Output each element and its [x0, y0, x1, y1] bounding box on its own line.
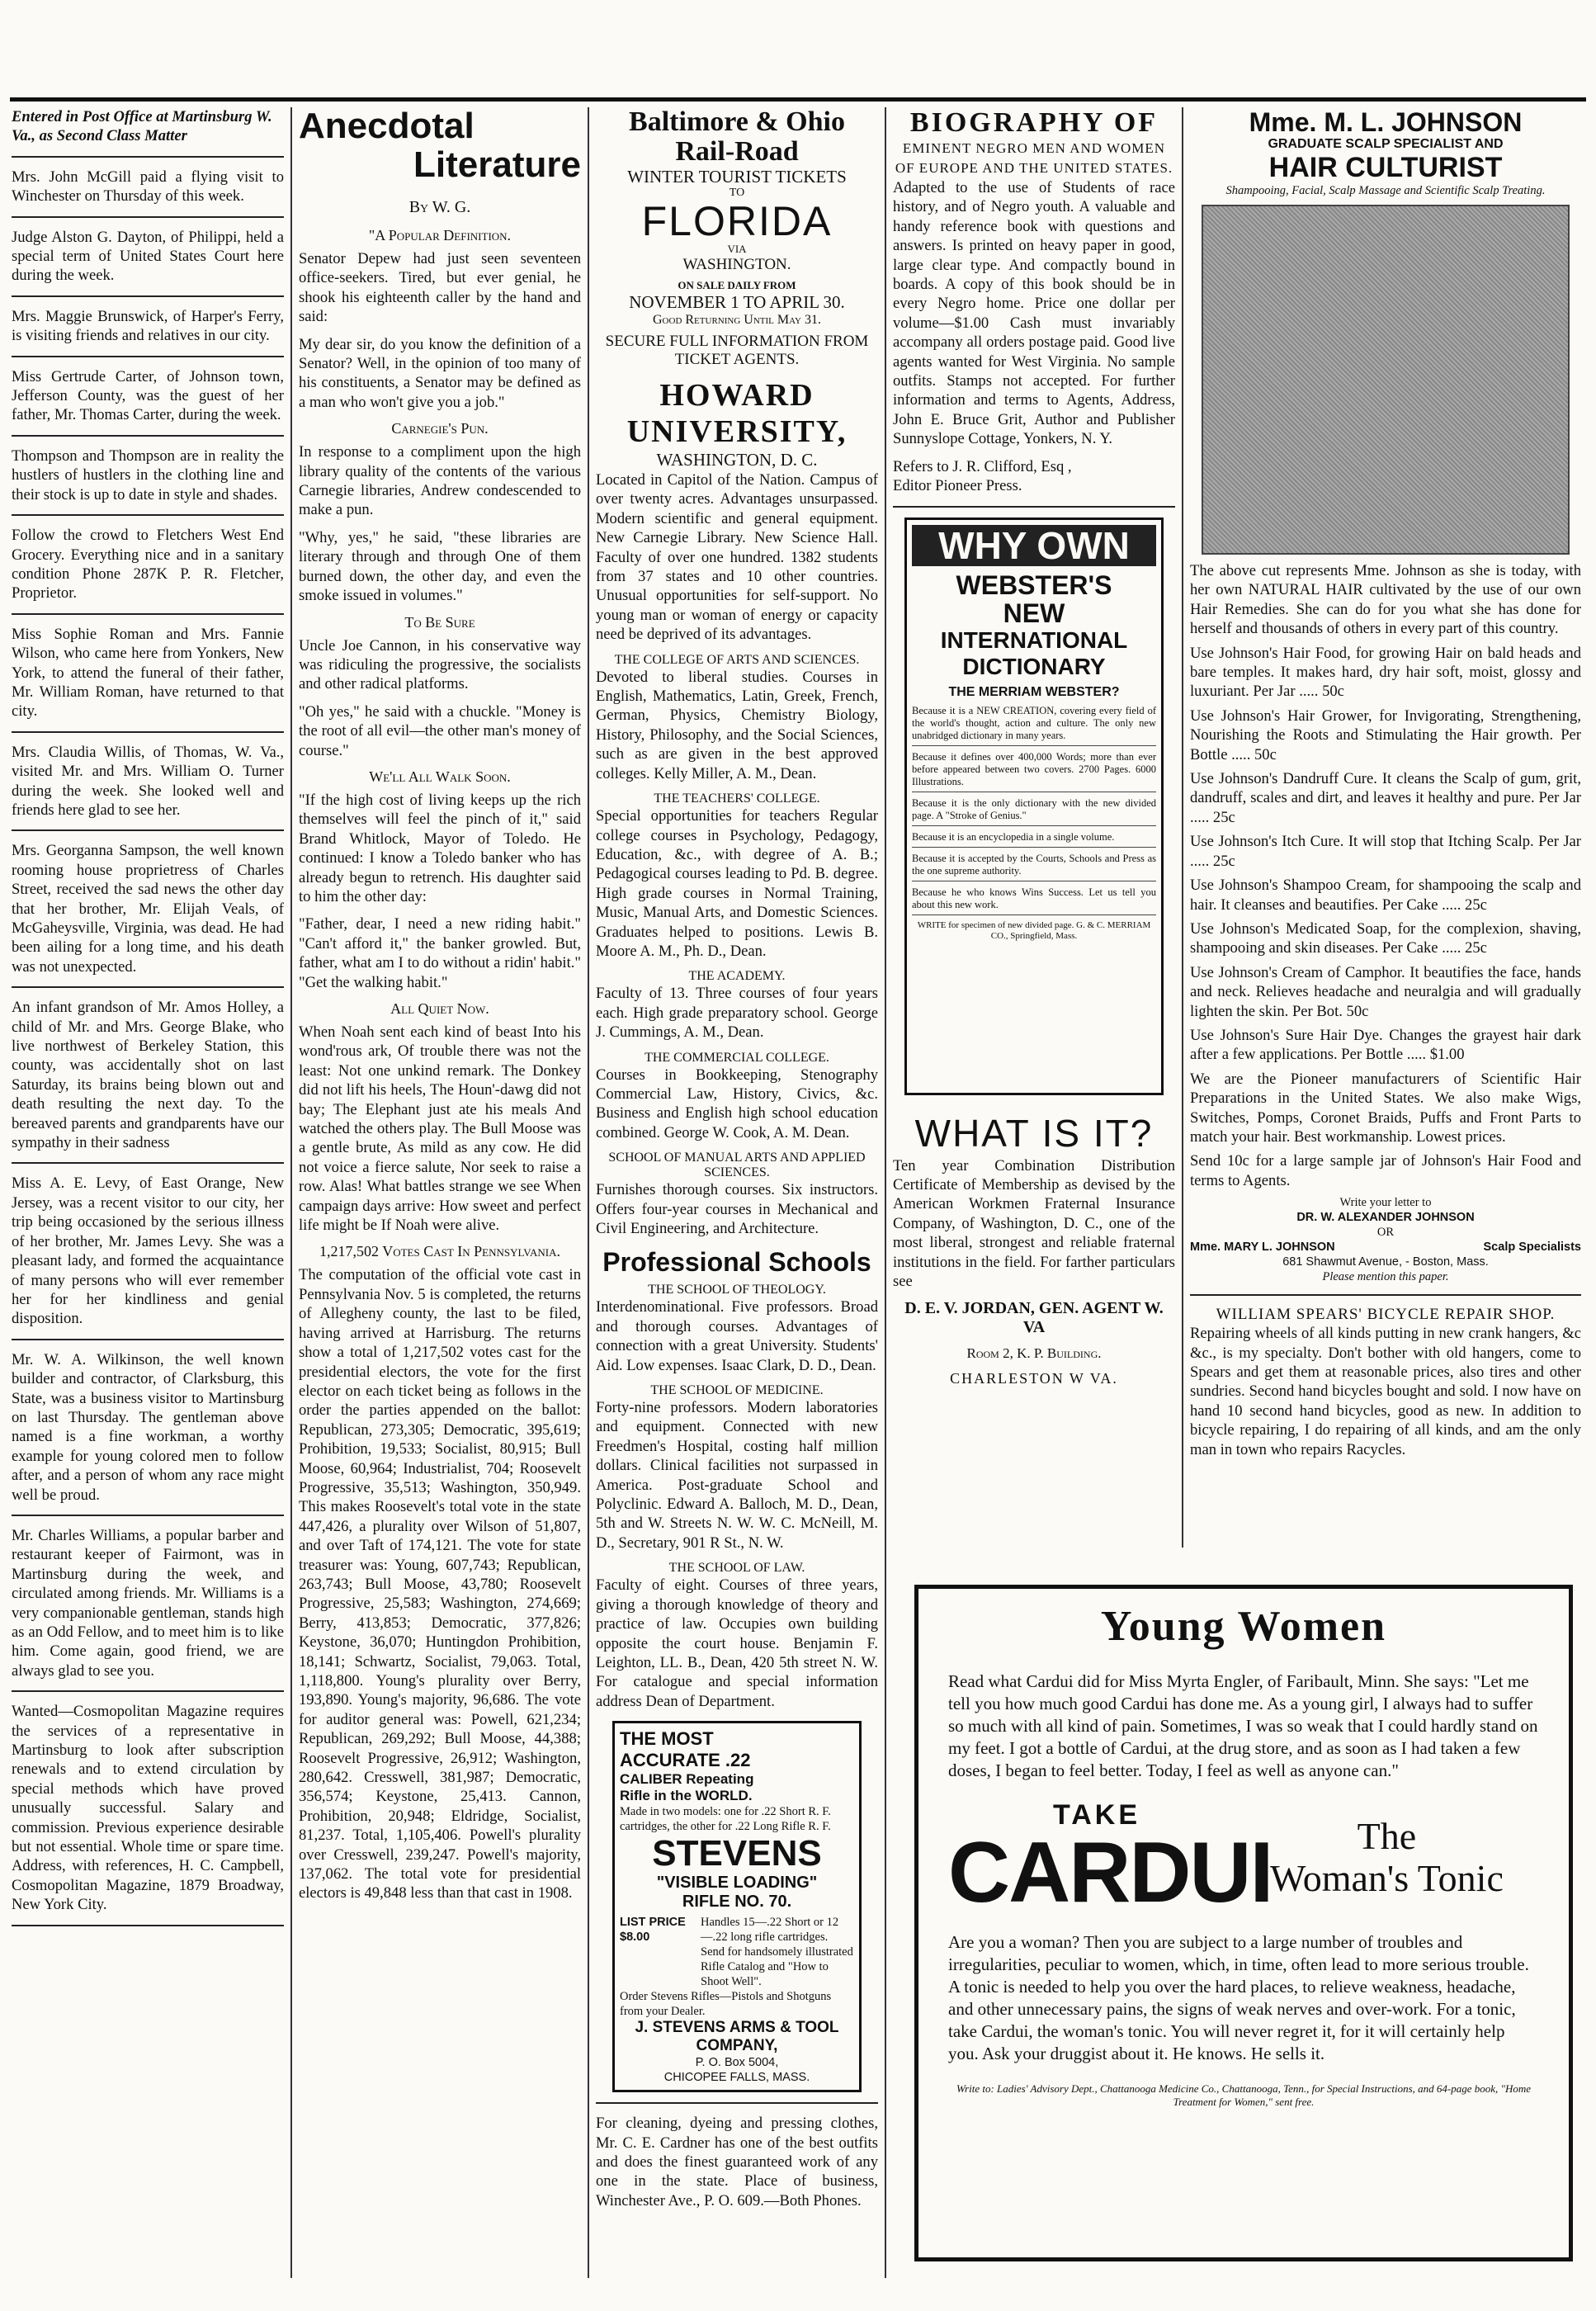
hu-intro: Located in Capitol of the Nation. Campus of over twenty acres. Advantages unsurpassed. Modern scientific and general equipment. New Carnegie Library. New Science Hall. Faculty of over one hundred. 1382 students from 37 states and 10 other countries. Unusual opportunities for self-support. No young man or woman of energy or capacity need be deprived of its advantages.: [596, 471, 878, 644]
department-heading: THE SCHOOL OF LAW.: [668, 1561, 805, 1576]
prof-departments: [596, 1283, 878, 1711]
anecdotal-literature-column: [299, 107, 581, 2294]
divider: [12, 356, 284, 357]
cardui-ad: [914, 1585, 1573, 2261]
divider: [12, 216, 284, 218]
divider: [12, 1515, 284, 1516]
stevens-models: Made in two models: one for .22 Short R. F. cartridges, the other for .22 Long Rifle R. F.: [620, 1805, 831, 1834]
department-body: Interdenominational. Five professors. Broad and thorough courses. Advantages of connection with a great University. Students' Aid. Low expenses. Isaac Clark, D. D., Dean.: [596, 1298, 878, 1374]
department-heading: SCHOOL OF MANUAL ARTS AND APPLIED SCIENCES.: [608, 1151, 866, 1180]
rr-subtitle: WINTER TOURIST TICKETS: [627, 167, 847, 187]
johnson-addr-2: Mme. MARY L. JOHNSON: [1190, 1241, 1335, 1255]
johnson-sub-1: GRADUATE SCALP SPECIALIST AND: [1268, 137, 1504, 151]
masthead-rule: [10, 97, 1586, 102]
department-heading: THE COLLEGE OF ARTS AND SCIENCES.: [614, 652, 860, 667]
column-rule: [588, 107, 589, 2278]
anecdote-body: My dear sir, do you know the definition of a Senator? Well, in the opinion of too many of his constituents, a Senator may be defined as a man who won't give you a job.": [299, 335, 581, 411]
bio-subtitle: EMINENT NEGRO MEN AND WOMEN OF EUROPE AND THE UNITED STATES.: [895, 140, 1173, 176]
web-why: WHY OWN: [912, 525, 1156, 566]
anecdote-body: "Father, dear, I need a new riding habit." "Can't afford it," the banker growled. But, father, what am I to do without a ridin' habit." "Get the walking habit.": [299, 915, 581, 991]
cardui-tonic-1: The: [1357, 1815, 1417, 1857]
divider: [12, 1925, 284, 1926]
anecdote-body: Uncle Joe Cannon, in his conservative way was ridiculing the progressive, the socialists and other radical platforms.: [299, 636, 581, 693]
department-body: Faculty of 13. Three courses of four years each. High grade preparatory school. George J. Cummings, A. M., Dean.: [596, 985, 878, 1042]
divider: [12, 435, 284, 437]
stevens-line-4: Rifle in the WORLD.: [620, 1788, 753, 1804]
news-item: An infant grandson of Mr. Amos Holley, a child of Mr. and Mrs. George Blake, who live northwest of Berkeley Station, this county, was accidentally shot on last Saturday, its brains being blown out and death resulting the next day. To the bereaved parents and grandparents have our sympathy in their sadness: [12, 999, 284, 1152]
web-line-2: NEW: [1003, 598, 1065, 628]
bike-title: WILLIAM SPEARS' BICYCLE REPAIR SHOP.: [1216, 1306, 1556, 1324]
anecdote-heading: Carnegie's Pun.: [391, 420, 489, 437]
stevens-handles: Handles 15—.22 Short or 12—.22 long rifle cartridges. Send for handsomely illustrated Rifle Catalog and "How to Shoot Well".: [701, 1916, 853, 1989]
anecdote-body: Senator Depew had just seen seventeen office-seekers. Tired, but ever genial, he shook his eighteenth caller by the hand and said:: [299, 250, 581, 326]
stevens-line-3: CALIBER Repeating: [620, 1771, 754, 1788]
stevens-order: Order Stevens Rifles—Pistols and Shotguns from your Dealer.: [620, 1990, 832, 2019]
stevens-line-1: THE MOST: [620, 1728, 714, 1750]
cardui-brand: CARDUI: [948, 1825, 1273, 1921]
divider: [596, 2102, 878, 2104]
what-agent: D. E. V. JORDAN, GEN. AGENT W. VA: [904, 1299, 1164, 1337]
anecdote-body: In response to a compliment upon the high library quality of the contents of the various Carnegie libraries, Andrew condescended to make a pun.: [299, 443, 581, 519]
johnson-column: [1190, 107, 1581, 1548]
news-item: Miss A. E. Levy, of East Orange, New Jersey, was a recent visitor to our city, her trip being occasioned by the serious illness of her brother, Mr. James Levy. She was a pleasant lady, and formed the acquaintance of many persons who will ever remember her for her kindliness and genial disposition.: [12, 1174, 284, 1328]
what-title: WHAT IS IT?: [914, 1111, 1154, 1155]
divider: [12, 1690, 284, 1692]
anecdote-heading: All Quiet Now.: [390, 1000, 489, 1017]
web-reason: Because it defines over 400,000 Words; more than ever before appeared between two covers. 2700 Pages. 6000 Illustrations.: [912, 751, 1156, 792]
johnson-or: OR: [1376, 1226, 1395, 1240]
johnson-product: Use Johnson's Shampoo Cream, for shampooing the scalp and hair. It cleanses and beautifies. Per Cake ..... 25c: [1190, 877, 1581, 914]
hu-departments: [596, 653, 878, 1239]
stevens-model-1: "VISIBLE LOADING": [656, 1874, 818, 1893]
stevens-box: P. O. Box 5004,: [695, 2056, 779, 2070]
anecdote-body: When Noah sent each kind of beast Into his wond'rous ark, Of trouble there was not the least: Not one unkind remark. The Donkey did not lift his heels, The Houn'-dawg did not bay; The Elephant just ate his meals And watched the others play. The Bull Moose was a gentle brute, As mild as any cow. He did not voice a fierce salute, Nor seek to raise a row. Alas! What battles strange we see When campaign days arrive: How sweet and perfect life might be If Noah were alive.: [299, 1023, 581, 1235]
divider: [12, 156, 284, 158]
anecdote-heading: "A Popular Definition.: [368, 227, 512, 243]
divider: [12, 731, 284, 733]
hu-title: HOWARD UNIVERSITY,: [626, 378, 848, 449]
rr-return: Good Returning Until May 31.: [653, 313, 821, 327]
hu-city: WASHINGTON, D. C.: [656, 450, 818, 470]
web-line-1: WEBSTER'S: [956, 569, 1112, 600]
divider: [12, 1162, 284, 1164]
what-city: CHARLESTON W VA.: [950, 1370, 1118, 1387]
what-body: Ten year Combination Distribution Certificate of Membership as devised by the American Workmen Fraternal Insurance Company, of Washington, D. C., one of the most liberal, strongest and reliable fraternal institutions in the field. For farther particulars see: [893, 1156, 1175, 1290]
johnson-product: We are the Pioneer manufacturers of Scientific Hair Preparations in the United States. We also make Wigs, Switches, Pomps, Coronet Braids, Puffs and Front Parts to match your hair. Best workmanship. Lowest prices.: [1190, 1070, 1581, 1146]
rr-dates: NOVEMBER 1 TO APRIL 30.: [629, 292, 845, 312]
what-room: Room 2, K. P. Building.: [966, 1345, 1102, 1362]
johnson-product: Use Johnson's Medicated Soap, for the complexion, shaving, shampooing and skin diseases. Per Cake ..... 25c: [1190, 919, 1581, 957]
news-items: [12, 168, 284, 1926]
johnson-sub-2: HAIR CULTURIST: [1268, 152, 1503, 183]
rr-sale: ON SALE DAILY FROM: [678, 279, 796, 291]
divider: [12, 613, 284, 615]
cardui-take: TAKE: [1052, 1799, 1141, 1831]
web-reason: Because it is the only dictionary with the new divided page. A "Stroke of Genius.": [912, 797, 1156, 826]
news-item: Miss Sophie Roman and Mrs. Fannie Wilson, who came here from Yonkers, New York, to attend the funeral of their father, Mr. William Roman, have returned to that city.: [12, 625, 284, 721]
rr-to: TO: [729, 187, 745, 199]
johnson-write: Write your letter to: [1339, 1196, 1432, 1210]
biography-column: [893, 107, 1175, 1548]
column-rule: [885, 107, 886, 2278]
anecdote-body: The computation of the official vote cast in Pennsylvania Nov. 5 is completed, the returns of Allegheny county, the last to be filed, having arrived at Harrisburg. The returns show a total of 1,217,502 votes cast for the presidential electors, the vote for the first elector on each ticket being as follows in the order the parties appended on the ballot: Republican, 273,305; Democratic, 395,619; Prohibition, 19,533; Socialist, 80,915; Bull Moose, 60,964; Industrialist, 704; Roosevelt Progressive, 35,513; Washington, 350,949. This makes Roosevelt's total vote in the state 447,426, a plurality over Wilson of 51,807, and over Taft of 174,121. The vote for state treasurer was: Young, 607,743; Republican, 263,743; Bull Moose, 43,780; Roosevelt Progressive, 25,583; Washington, 274,669; Berry, 413,853; Democratic, 377,826; Keystone, 36,070; Huntingdon Prohibition, 18,141; Schwartz, Socialist, 79,063. Total, 1,118,800. Young's plurality over Berry, 193,890. Young's majority, 96,686. The vote for auditor general was: Powell, 621,234; Republican, 269,292; Bull Moose, 44,388; Roosevelt Progressive, 26,912; Washington, 280,642. Cresswell, 381,987; Democratic, 356,574; Keystone, 25,413. Cannon, Prohibition, 20,948; Eldridge, Socialist, 81,237. Total, 1,105,406. Powell's plurality over Cresswell, 239,247. Powell's majority, 137,062. The total vote for presidential electors is 49,848 less than that cast in 1908.: [299, 1266, 581, 1902]
divider: [12, 514, 284, 516]
local-news-column: [12, 107, 284, 2294]
department-body: Devoted to liberal studies. Courses in English, Mathematics, Latin, Greek, French, German, Physics, Chemistry Biology, History, Philosophy, and the Social Sciences, such as are given in the best approved colleges. Kelly Miller, A. M., Dean.: [596, 668, 878, 782]
column-rule: [1182, 107, 1183, 1548]
johnson-mention: Please mention this paper.: [1322, 1270, 1449, 1284]
rr-destination: FLORIDA: [641, 198, 833, 244]
news-item: Miss Gertrude Carter, of Johnson town, Jefferson County, was the guest of her father, Mr. Thomas Carter, during the week.: [12, 367, 284, 424]
divider: [893, 506, 1175, 508]
johnson-product: The above cut represents Mme. Johnson as she is today, with her own NATURAL HAIR cultivated by the use of our own Hair Remedies. She can do for you what she has done for herself and thousands of others in every part of this country.: [1190, 562, 1581, 638]
divider: [12, 295, 284, 297]
bio-editor: Editor Pioneer Press.: [893, 477, 1022, 495]
cleaning-notice: For cleaning, dyeing and pressing clothes, Mr. C. E. Cardner has one of the best outfits and does the finest guaranteed work of any one in the state. Place of business, Winchester Ave., P. O. 609.—Both Phones.: [596, 2115, 878, 2209]
web-reason: Because it is a NEW CREATION, covering every field of the world's thought, action and culture. The only new unabridged dictionary in many years.: [912, 705, 1156, 746]
stevens-price: LIST PRICE $8.00: [620, 1916, 686, 1945]
cardui-body: Read what Cardui did for Miss Myrta Engler, of Faribault, Minn. She says: "Let me tell you how much good Cardui has done me. As a young girl, I always had to suffer so much with all kind of pain. Sometimes, I was so weak that I could hardly stand on my feet. I got a bottle of Cardui, at the drug store, and as soon as I had taken a few doses, I began to feel better. Today, I feel as well as anyone can.": [948, 1671, 1538, 1780]
johnson-sub-3: Shampooing, Facial, Scalp Massage and Scientific Scalp Treating.: [1225, 184, 1546, 197]
johnson-title: Mme. M. L. JOHNSON: [1249, 107, 1523, 137]
column-rule: [290, 107, 292, 2278]
johnson-scalp: Scalp Specialists: [1483, 1241, 1581, 1255]
johnson-product: Use Johnson's Dandruff Cure. It cleans the Scalp of gum, grit, dandruff, scales and dirt, and leaves it healthy and pure. Per Jar ..... 25c: [1190, 770, 1581, 826]
stevens-city: CHICOPEE FALLS, MASS.: [663, 2071, 810, 2085]
department-heading: THE ACADEMY.: [688, 969, 786, 984]
news-item: Follow the crowd to Fletchers West End Grocery. Everything nice and in a sanitary condition Phone 287K P. R. Fletcher, Proprietor.: [12, 527, 284, 603]
cardui-foot: Write to: Ladies' Advisory Dept., Chattanooga Medicine Co., Chattanooga, Tenn., for Special Instructions, and 64-page book, "Home Treatment for Women," sent free.: [956, 2082, 1532, 2108]
news-item: Judge Alston G. Dayton, of Philippi, held a special term of United States Court here during the week.: [12, 228, 284, 285]
johnson-product: Use Johnson's Itch Cure. It will stop that Itching Scalp. Per Jar ..... 25c: [1190, 833, 1581, 870]
divider: [12, 1339, 284, 1340]
rr-via: VIA: [727, 243, 747, 255]
bio-body: Adapted to the use of Students of race history, and of Negro youth. A valuable and handy reference book with questions and answers. Is printed on heavy paper in good, large clear type. And compactly bound in boards. A copy of this book should be in every Negro home. Price one dollar per volume—$1.00 Cash must invariably accompany all orders postage paid. Good live agents wanted for West Virginia. No sample outfits. Stamps not accepted. For further information and terms to Agents, Address, John E. Bruce Grit, Author and Publisher Sunnyslope Cottage, Yonkers, N. Y.: [893, 179, 1175, 448]
bike-body: Repairing wheels of all kinds putting in new crank hangers, &c &c., is my specialty. Don't bother with old hangers, come to Spears and get them at reasonable prices, also tires and other sundries. Second hand bicycles bought and sold. I now have on hand 10 second hand bicycles, good as new. In addition to bicycle repairing, I do repairing of all kinds, and am the only man in town who repairs Racycles.: [1190, 1325, 1581, 1458]
bio-refers: Refers to J. R. Clifford, Esq ,: [893, 457, 1072, 475]
johnson-products: [1190, 561, 1581, 1190]
department-heading: THE SCHOOL OF MEDICINE.: [650, 1383, 824, 1398]
anecdote-body: "Oh yes," he said with a chuckle. "Money is the root of all evil—the other man's money of course.": [299, 702, 581, 759]
byline: By W. G.: [408, 198, 471, 216]
johnson-product: Use Johnson's Cream of Camphor. It beautifies the face, hands and neck. Relieves headache and neuralgia and will gradually lighten the skin. Per Bot. 50c: [1190, 963, 1581, 1020]
anecdote-body: "Why, yes," he said, "these libraries are literary through and through One of them burned down, the other day, and even the smoke issued in volumes.": [299, 528, 581, 605]
rr-title: Baltimore & Ohio Rail-Road: [629, 107, 845, 167]
johnson-addr-3: 681 Shawmut Avenue, - Boston, Mass.: [1282, 1255, 1489, 1269]
news-item: Mrs. Claudia Willis, of Thomas, W. Va., visited Mr. and Mrs. William O. Turner during the week. She looked well and friends here glad to see her.: [12, 743, 284, 819]
web-line-5: THE MERRIAM WEBSTER?: [948, 684, 1120, 699]
johnson-portrait: [1202, 205, 1570, 555]
prof-title: Professional Schools: [602, 1247, 871, 1278]
anecdote-heading: 1,217,502 Votes Cast In Pennsylvania.: [319, 1243, 560, 1260]
bio-title: BIOGRAPHY OF: [909, 107, 1159, 138]
department-heading: THE TEACHERS' COLLEGE.: [654, 792, 820, 806]
department-body: Courses in Bookkeeping, Stenography Commercial Law, History, Civics, &c. Business and English high school education combined. George W. Cook, A. M. Dean.: [596, 1066, 878, 1141]
cardui-title: Young Women: [1100, 1603, 1387, 1650]
department-body: Forty-nine professors. Modern laboratories and equipment. Connected with new Freedmen's Hospital, costing half million dollars. Clinical facilities not surpassed in America. Post-graduate School and Polyclinic. Edward A. Balloch, M. D., Dean, 5th and W. Streets N. W. W. C. McNeill, M. D., Secretary, 901 R St., N. W.: [596, 1399, 878, 1552]
stevens-line-2: ACCURATE .22: [620, 1750, 751, 1771]
news-item: Mr. Charles Williams, a popular barber and restaurant keeper of Fairmont, was in Martinsburg during the week, and circulated among friends. Mr. Williams is a very companionable gentleman, stands high as an Odd Fellow, and to meet him is to like him. Come again, good friend, we are always glad to see you.: [12, 1526, 284, 1680]
divider: [12, 829, 284, 831]
department-body: Special opportunities for teachers Regular college courses in Psychology, Pedagogy, Education, &c., with degree of A. B.; Pedagogical courses leading to Pd. B. degree. High grade courses in Normal Training, Music, Manual Arts, and Domestic Sciences. Graduates helped to positions. Lewis B. Moore A. M., Ph. D., Dean.: [596, 807, 878, 960]
column-title-1: Anecdotal: [299, 107, 475, 146]
websters-dictionary-ad: [904, 517, 1164, 1095]
johnson-product: Use Johnson's Hair Grower, for Invigorating, Strengthening, Nourishing the Roots and Stimulating the Hair growth. Per Bottle ..... 50c: [1190, 707, 1581, 763]
advertisement-column: [596, 107, 878, 2294]
news-item: Thompson and Thompson are in reality the hustlers of hustlers in the clothing line and their stock is up to date in style and shades.: [12, 447, 284, 503]
johnson-product: Use Johnson's Sure Hair Dye. Changes the grayest hair dark after a few applications. Per Bottle ..... $1.00: [1190, 1026, 1581, 1064]
web-reason: Because he who knows Wins Success. Let us tell you about this new work.: [912, 886, 1156, 915]
stevens-rifle-ad: [612, 1721, 862, 2092]
divider: [1190, 1294, 1581, 1296]
department-heading: THE SCHOOL OF THEOLOGY.: [648, 1283, 826, 1297]
anecdote-body: "If the high cost of living keeps up the rich themselves will feel the pinch of it," said Brand Whitlock, Mayor of Toledo. He continued: I know a Toledo banker who has already begun to retrench. His daughter said to him the other day:: [299, 791, 581, 905]
column-title-2: Literature: [413, 144, 581, 185]
news-item: Mrs. Maggie Brunswick, of Harper's Ferry, is visiting friends and relatives in our city.: [12, 307, 284, 345]
johnson-product: Send 10c for a large sample jar of Johnson's Hair Food and terms to Agents.: [1190, 1152, 1581, 1189]
rr-via-city: WASHINGTON.: [682, 256, 791, 273]
news-item: Mr. W. A. Wilkinson, the well known builder and contractor, of Clarksburg, this State, was a business visitor to Martinsburg on last Thursday. The gentleman above named is a fine workman, a worthy example for young colored men to follow after, and a person of whom any race might well be proud.: [12, 1350, 284, 1504]
web-reasons: [912, 705, 1156, 915]
rr-secure: SECURE FULL INFORMATION FROM TICKET AGENTS.: [605, 333, 869, 368]
johnson-addr-1: DR. W. ALEXANDER JOHNSON: [1296, 1211, 1475, 1225]
web-line-4: DICTIONARY: [962, 653, 1106, 679]
stevens-brand: STEVENS: [652, 1833, 822, 1874]
news-item: Mrs. John McGill paid a flying visit to Winchester on Thursday of this week.: [12, 168, 284, 206]
web-line-3: INTERNATIONAL: [940, 626, 1128, 653]
department-body: Furnishes thorough courses. Six instructors. Offers four-year courses in Mechanical and Civil Engineering, and Architecture.: [596, 1181, 878, 1237]
web-reason: Because it is accepted by the Courts, Schools and Press as the one supreme authority.: [912, 853, 1156, 881]
department-heading: THE COMMERCIAL COLLEGE.: [645, 1050, 829, 1065]
johnson-product: Use Johnson's Hair Food, for growing Hair on bald heads and bare temples. It makes hard, dry hair soft, moist, glossy and luxuriant. Per Jar ..... 50c: [1190, 644, 1581, 701]
department-body: Faculty of eight. Courses of three years, giving a thorough knowledge of theory and practice of law. Occupies own building opposite the court house. Benjamin F. Leighton, LL. B., Dean, 420 5th street N. W. For catalogue and special information address Dean of Department.: [596, 1576, 878, 1710]
stevens-model-2: RIFLE NO. 70.: [682, 1893, 792, 1912]
divider: [12, 986, 284, 988]
web-foot: WRITE for specimen of new divided page. G. & C. MERRIAM CO., Springfield, Mass.: [917, 919, 1151, 941]
cardui-body-2: Are you a woman? Then you are subject to a large number of troubles and irregularities, peculiar to women, which, in time, often lead to more serious trouble. A tonic is needed to help you over the hard places, to relieve weakness, headache, and other unnecessary pains, the signs of weak nerves and over-work. For a tonic, take Cardui, the woman's tonic. You will never regret it, for it will certainly help you. Ask your druggist about it. He knows. He sells it.: [948, 1932, 1529, 2063]
cardui-tonic-2: Woman's Tonic: [1270, 1857, 1504, 1899]
news-item: Wanted—Cosmopolitan Magazine requires the services of a representative in Martinsburg to look after subscription renewals and to extend circulation by special methods which have proved unusually successful. Salary and commission. Previous experience desirable but not essential. Whole time or spare time. Address, with references, H. C. Campbell, Cosmopolitan Magazine, 1879 Broadway, New York City.: [12, 1703, 284, 1914]
stevens-maker: J. STEVENS ARMS & TOOL COMPANY,: [635, 2019, 839, 2055]
anecdote-heading: To Be Sure: [404, 613, 475, 631]
anecdote-heading: We'll All Walk Soon.: [369, 768, 511, 785]
entry-notice: Entered in Post Office at Martinsburg W. Va., as Second Class Matter: [12, 108, 272, 145]
web-reason: Because it is an encyclopedia in a single volume.: [912, 831, 1156, 848]
anecdote-sections: [299, 227, 581, 1903]
news-item: Mrs. Georganna Sampson, the well known rooming house proprietress of Charles Street, received the sad news the other day that her brother, Mr. Elijah Veals, of McGaheysville, Virginia, was dead. He had been ailing for a long time, and his death was not unexpected.: [12, 842, 284, 976]
